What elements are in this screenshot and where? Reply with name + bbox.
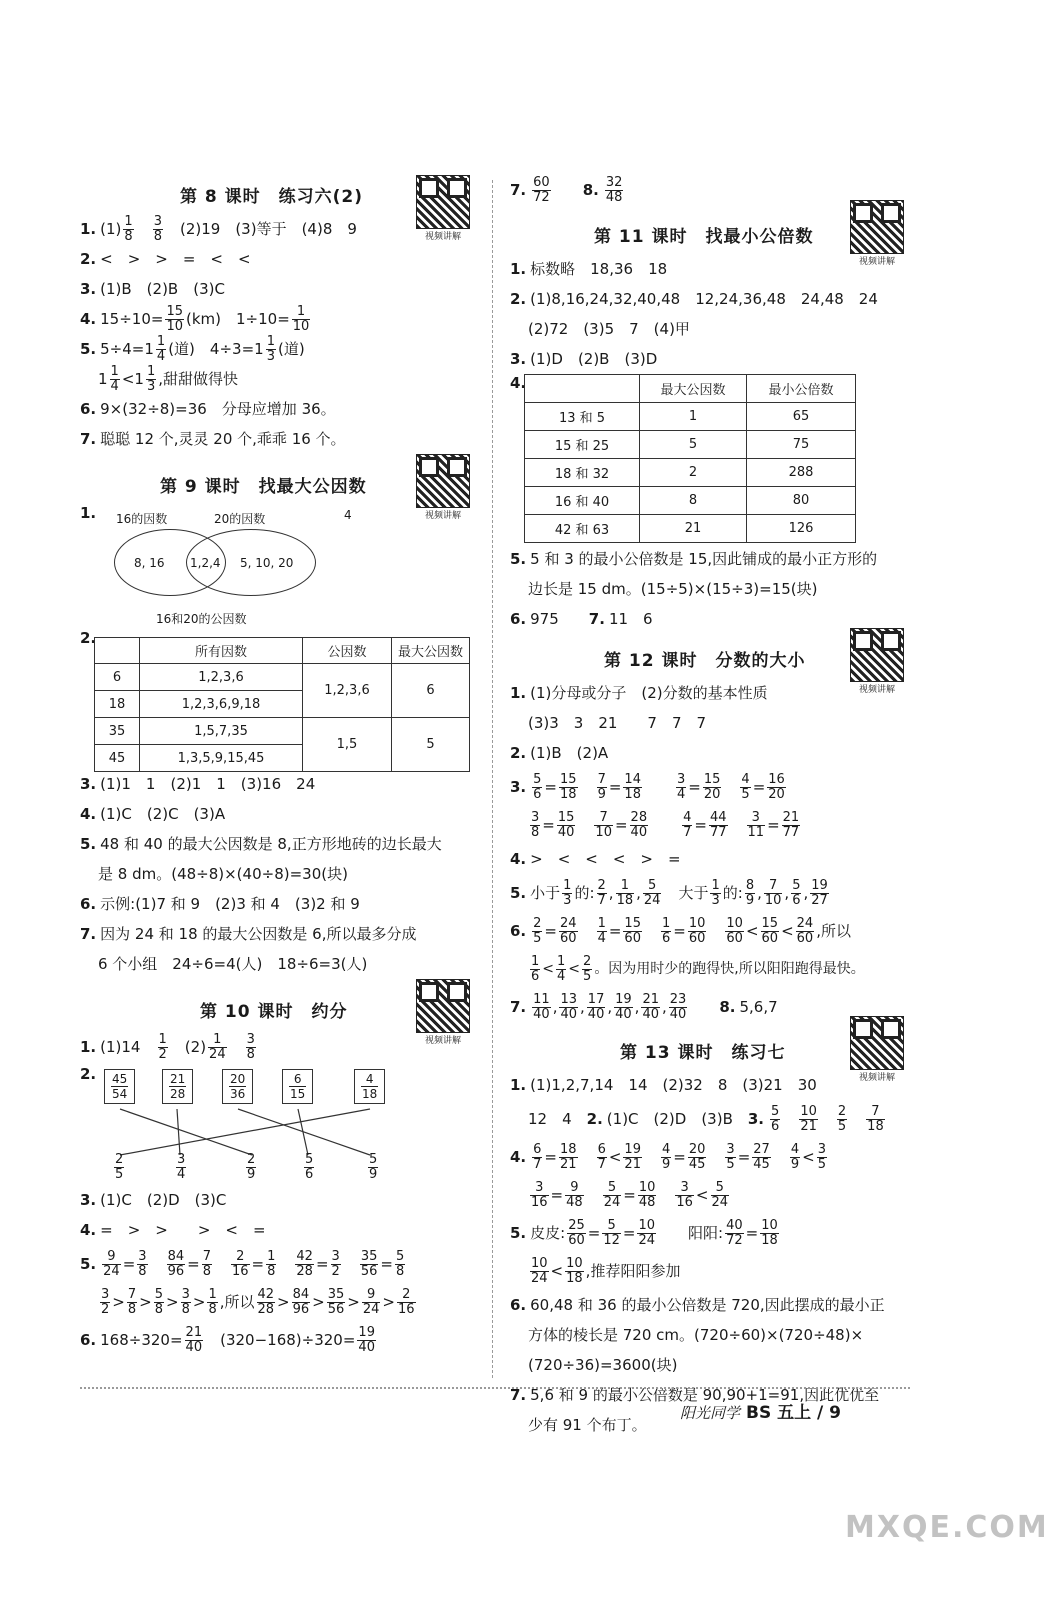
answer-line: (2)72 (3)5 7 (4)甲	[528, 320, 690, 338]
factor-table-question: 2. 所有因数 公因数 最大公因数 6 1,2,3,6 1,2,3,6 6 18 1,2,3,6,9,18 35 1,5,7,35 1,5 5 45 1,3,5,9,15,45	[80, 629, 480, 769]
lesson-10-header	[80, 985, 480, 1046]
answer-line: 7. $\frac{11}{40}$ , $\frac{13}{40}$ , $\frac{17}{40}$ , $\frac{19}{40}$ , $\frac{21}{40}$ , $\frac{23}{40}$ 8. 5,6,7	[510, 992, 778, 1022]
answer-line: $\frac{1}{6}$ < $\frac{1}{4}$ < $\frac{2}{5}$ 。因为用时少的跑得快,所以阳阳跑得最快。	[531, 953, 865, 984]
qr-label: 视频讲解	[424, 232, 461, 242]
answer-line: 4. = > > > < =	[80, 1221, 266, 1239]
answer-line: (3)3 3 21 7 7 7	[528, 714, 707, 732]
answer-line: 1. (1)1,2,7,14 14 (2)32 8 (3)21 30	[510, 1076, 817, 1094]
qr-label: 视频讲解	[858, 685, 895, 695]
answer-line: 6. 9×(32÷8)=36 分母应增加 36。	[80, 400, 336, 418]
qr-code-icon	[850, 628, 904, 682]
answer-line: 7. $\frac{60}{72}$ 8. $\frac{32}{48}$	[510, 175, 623, 205]
answer-line: 6. $\frac{2}{5}$ = $\frac{24}{60}$ $\frac{1}{4}$ = $\frac{15}{60}$ $\frac{1}{6}$ = $\frac{10}{60}$ $\frac{10}{60}$ < $\frac{15}{60}$ < $\frac{24}{60}$ ,所以	[510, 916, 851, 946]
answer-line: 7. 因为 24 和 18 的最大公因数是 6,所以最多分成	[80, 925, 417, 943]
venn-question: 1. 16的因数 20的因数 4 8, 16 1,2,4 5, 10, 20 16和20的公因数	[80, 504, 480, 629]
answer-line: 6. 168÷320= $\frac{21}{40}$ (320−168)÷320= $\frac{19}{40}$	[80, 1325, 375, 1355]
answer-line: 5. 48 和 40 的最大公因数是 8,正方形地砖的边长最大	[80, 835, 442, 853]
answer-line: 4. > < < < > =	[510, 850, 681, 868]
answer-line: 1. (1)14 $\frac{1}{2}$ (2) $\frac{1}{24}$ $\frac{3}{8}$	[80, 1032, 255, 1062]
lesson-10-title: 第 10 课时 约分	[200, 1002, 348, 1022]
answer-line: 4. 15÷10= $\frac{15}{10}$ (km) 1÷10= $\frac{1}{10}$	[80, 304, 310, 334]
left-column	[80, 170, 480, 1359]
answer-line: 2. (1)8,16,24,32,40,48 12,24,36,48 24,48 24	[510, 290, 878, 308]
answer-line: 方体的棱长是 720 cm。(720÷60)×(720÷48)×	[528, 1326, 864, 1344]
fraction-box: $\frac{21}{28}$	[162, 1069, 193, 1104]
answer-line: 5. 5 和 3 的最小公倍数是 15,因此铺成的最小正方形的	[510, 550, 878, 568]
fraction-box: $\frac{6}{15}$	[282, 1069, 313, 1104]
answer-line: 6 个小组 24÷6=4(人) 18÷6=3(人)	[98, 955, 368, 973]
answer-line: 3. (1)C (2)D (3)C	[80, 1191, 227, 1209]
answer-line: $\frac{10}{24}$ < $\frac{10}{18}$ ,推荐阳阳参加	[531, 1256, 681, 1286]
qr-code-lesson-11[interactable]	[850, 200, 904, 267]
qr-code-icon	[416, 175, 470, 229]
fraction-box: $\frac{45}{54}$	[104, 1069, 135, 1104]
fraction: $\frac{5}{6}$	[305, 1152, 314, 1182]
answer-line: $\frac{3}{8}$ = $\frac{15}{40}$ $\frac{7}{10}$ = $\frac{28}{40}$ $\frac{4}{7}$ = $\frac{44}{77}$ $\frac{3}{11}$ = $\frac{21}{77}$	[531, 810, 800, 840]
answer-line: 边长是 15 dm。(15÷5)×(15÷3)=15(块)	[528, 580, 818, 598]
fraction: $\frac{2}{5}$	[115, 1152, 124, 1182]
qr-code-lesson-8[interactable]	[416, 175, 470, 242]
brand-logo: 阳光同学	[680, 1404, 741, 1422]
answer-line: 12 4 2. (1)C (2)D (3)B 3. $\frac{5}{6}$ $\frac{10}{21}$ $\frac{2}{5}$ $\frac{7}{18}$	[528, 1104, 884, 1134]
qr-label: 视频讲解	[424, 511, 461, 521]
factor-table: 所有因数 公因数 最大公因数 6 1,2,3,6 1,2,3,6 6 18 1,2,3,6,9,18 35 1,5,7,35 1,5 5 45 1,3,5,9,15,45	[94, 637, 470, 772]
answer-line: 5. $\frac{9}{24}$ = $\frac{3}{8}$ $\frac{84}{96}$ = $\frac{7}{8}$ $\frac{2}{16}$ = $\frac{1}{8}$ $\frac{42}{28}$ = $\frac{3}{2}$ $\frac{35}{56}$ = $\frac{5}{8}$	[80, 1249, 405, 1279]
right-column	[510, 170, 910, 1440]
footer-divider	[80, 1387, 910, 1389]
qr-label: 视频讲解	[858, 1073, 895, 1083]
qr-code-icon	[850, 1016, 904, 1070]
answer-line: 1. 标数略 18,36 18	[510, 260, 668, 278]
answer-line: 1. (1) $\frac{1}{8}$ $\frac{3}{8}$ (2)19 (3)等于 (4)8 9	[80, 214, 357, 244]
answer-line: 7. 聪聪 12 个,灵灵 20 个,乖乖 16 个。	[80, 430, 346, 448]
qr-label: 视频讲解	[424, 1036, 461, 1046]
lesson-11-title: 第 11 课时 找最小公倍数	[594, 227, 814, 247]
answer-line: 2. (1)B (2)A	[510, 744, 609, 762]
answer-line: 6. 示例:(1)7 和 9 (2)3 和 4 (3)2 和 9	[80, 895, 360, 913]
fraction-box: $\frac{20}{36}$	[222, 1069, 253, 1104]
answer-line: 7. 5,6 和 9 的最小公倍数是 90,90+1=91,因此优优至	[510, 1386, 880, 1404]
answer-line: 4. (1)C (2)C (3)A	[80, 805, 226, 823]
answer-line: 4. $\frac{6}{7}$ = $\frac{18}{21}$ $\frac{6}{7}$ < $\frac{19}{21}$ $\frac{4}{9}$ = $\frac{20}{45}$ $\frac{3}{5}$ = $\frac{27}{45}$ $\frac{4}{9}$ < $\frac{3}{5}$	[510, 1142, 826, 1172]
qr-code-icon	[416, 454, 470, 508]
answer-line: 6. 60,48 和 36 的最小公倍数是 720,因此摆成的最小正	[510, 1296, 885, 1314]
answer-line: 2. < > > = < <	[80, 250, 251, 268]
venn-diagram: 16的因数 20的因数 4 8, 16 1,2,4 5, 10, 20 16和20的公因数	[116, 508, 352, 626]
watermark: MXQE.COM	[845, 1510, 1049, 1545]
qr-label: 视频讲解	[858, 257, 895, 267]
matching-question: 2. $\frac{45}{54}$ $\frac{21}{28}$ $\frac{20}{36}$ $\frac{6}{15}$ $\frac{4}{18}$ $\frac{2}{5}$ $\frac{3}{4}$ $\frac{2}{9}$ $\frac{5}{6}$ $\frac{5}{9}$	[80, 1065, 460, 1185]
fraction: $\frac{5}{9}$	[369, 1152, 378, 1182]
answer-line: 5. 5÷4=1 $\frac{1}{4}$ (道) 4÷3=1 $\frac{1}{3}$ (道)	[80, 334, 305, 364]
qr-code-lesson-10[interactable]	[416, 979, 470, 1046]
answer-line: 3. (1)B (2)B (3)C	[80, 280, 225, 298]
page-footer	[680, 1398, 841, 1423]
column-divider	[492, 180, 493, 1378]
lesson-12-title: 第 12 课时 分数的大小	[604, 651, 806, 671]
multiple-table: 最大公因数 最小公倍数 13 和 5 1 65 15 和 25 5 75 18 和 32 2 288 16 和 40 8 80 42 和 63 21 126	[524, 374, 856, 543]
answer-line: $\frac{3}{16}$ = $\frac{9}{48}$ $\frac{5}{24}$ = $\frac{10}{48}$ $\frac{3}{16}$ < $\frac{5}{24}$	[531, 1180, 729, 1210]
answer-line: 少有 91 个布丁。	[528, 1416, 647, 1434]
answer-line: 1 $\frac{1}{4}$ <1 $\frac{1}{3}$ ,甜甜做得快	[98, 364, 239, 394]
answer-line: 3. (1)D (2)B (3)D	[510, 350, 658, 368]
answer-line: 3. (1)1 1 (2)1 1 (3)16 24	[80, 775, 316, 793]
answer-line: 是 8 dm。(48÷8)×(40÷8)=30(块)	[98, 865, 348, 883]
lesson-8-title: 第 8 课时 练习六(2)	[180, 187, 364, 207]
lesson-11-header	[510, 210, 910, 267]
answer-line: $\frac{3}{2}$ > $\frac{7}{8}$ > $\frac{5}{8}$ > $\frac{3}{8}$ > $\frac{1}{8}$ ,所以 $\frac{42}{28}$ > $\frac{84}{96}$ > $\frac{35}{56}$ > $\frac{9}{24}$ > $\frac{2}{16}$	[101, 1287, 415, 1317]
page-number: BS 五上 / 9	[746, 1403, 842, 1423]
lesson-9-title: 第 9 课时 找最大公因数	[160, 477, 367, 497]
multiple-table-question: 4. 最大公因数 最小公倍数 13 和 5 1 65 15 和 25 5 75 18 和 32 2 288 16 和 40 8 80 42 和 63 21 126	[510, 374, 910, 544]
qr-code-lesson-13[interactable]	[850, 1016, 904, 1083]
fraction: $\frac{2}{9}$	[247, 1152, 256, 1182]
qr-code-icon	[416, 979, 470, 1033]
qr-code-icon	[850, 200, 904, 254]
qr-code-lesson-12[interactable]	[850, 628, 904, 695]
matching-lines	[80, 1065, 460, 1185]
answer-line: 6. 975 7. 11 6	[510, 610, 653, 628]
answer-line: 5. 皮皮: $\frac{25}{60}$ = $\frac{5}{12}$ = $\frac{10}{24}$ 阳阳: $\frac{40}{72}$ = $\frac{10}{18}$	[510, 1218, 778, 1248]
answer-line: 3. $\frac{5}{6}$ = $\frac{15}{18}$ $\frac{7}{9}$ = $\frac{14}{18}$ $\frac{3}{4}$ = $\frac{15}{20}$ $\frac{4}{5}$ = $\frac{16}{20}$	[510, 772, 785, 802]
lesson-9-header	[80, 460, 480, 521]
fraction: $\frac{3}{4}$	[177, 1152, 186, 1182]
lesson-13-header	[510, 1026, 910, 1083]
fraction-box: $\frac{4}{18}$	[354, 1069, 385, 1104]
answer-line: (720÷36)=3600(块)	[528, 1356, 678, 1374]
answer-line: 1. (1)分母或分子 (2)分数的基本性质	[510, 684, 768, 702]
lesson-13-title: 第 13 课时 练习七	[620, 1043, 786, 1063]
answer-line: 5. 小于 $\frac{1}{3}$ 的: $\frac{2}{7}$ , $\frac{1}{18}$ , $\frac{5}{24}$ 大于 $\frac{1}{3}$ 的: $\frac{8}{9}$ , $\frac{7}{10}$ , $\frac{5}{6}$ , $\frac{19}{27}$	[510, 878, 828, 908]
